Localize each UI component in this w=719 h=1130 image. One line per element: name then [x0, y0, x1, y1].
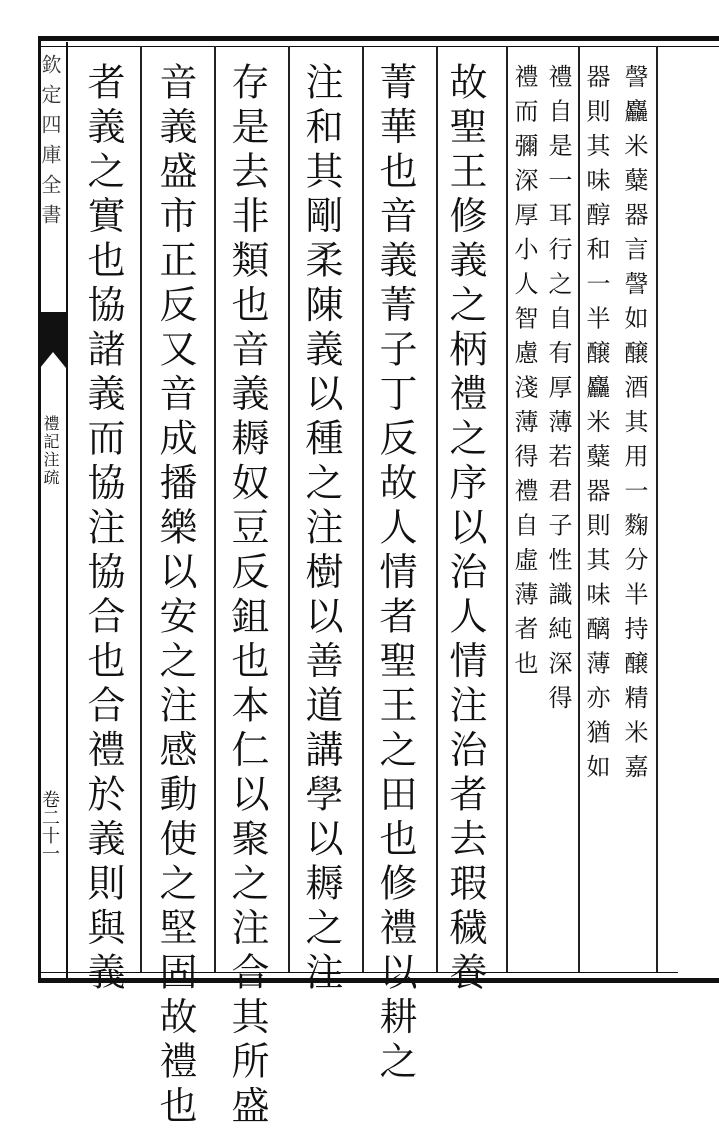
spine-book-title: 禮記注疏 [41, 415, 60, 487]
column-divider [578, 46, 580, 972]
column-divider [436, 46, 438, 972]
spine-title: 欽定四庫全書 [38, 54, 62, 234]
text-column-6: 菁華也音義菁子丁反故人情者聖王之田也修禮以耕之 [373, 62, 417, 1086]
column-divider [656, 46, 658, 972]
text-column-1: 謦麤米糵器言謦如醸酒其用一麴分半持醸精米嘉 [620, 64, 648, 789]
spine-rule [66, 42, 68, 978]
column-divider [506, 46, 508, 972]
text-column-4: 禮而彌深厚小人智慮淺薄得禮自虛薄者也 [510, 64, 538, 685]
text-column-7: 注和其剛柔陳義以種之注樹以善道講學以耨之注 [299, 62, 343, 997]
text-column-2: 器則其味醇和一半醸麤米糵器則其味醨薄亦猶如 [582, 64, 610, 789]
bottom-inner-rule [38, 972, 678, 973]
top-border-rule [38, 36, 719, 41]
column-divider [214, 46, 216, 972]
text-column-10: 者義之實也協諸義而協注協合也合禮於義則與義 [81, 62, 125, 997]
text-column-3: 禮自是一耳行之自有厚薄若君子性識純深得 [544, 64, 572, 720]
text-column-8: 存是去非類也音義耨奴豆反鉏也本仁以聚之注合其所盛 [225, 62, 269, 1130]
fishtail-ornament-icon [40, 312, 66, 368]
column-divider [288, 46, 290, 972]
column-divider [140, 46, 142, 972]
text-column-9: 音義盛市正反又音成播樂以安之注感動使之堅固故禮也 [153, 62, 197, 1130]
text-column-5: 故聖王修義之柄禮之序以治人情注治者去瑕穢養 [443, 62, 487, 997]
column-divider [362, 46, 364, 972]
spine-page-number: 卷二十一 [39, 790, 60, 862]
